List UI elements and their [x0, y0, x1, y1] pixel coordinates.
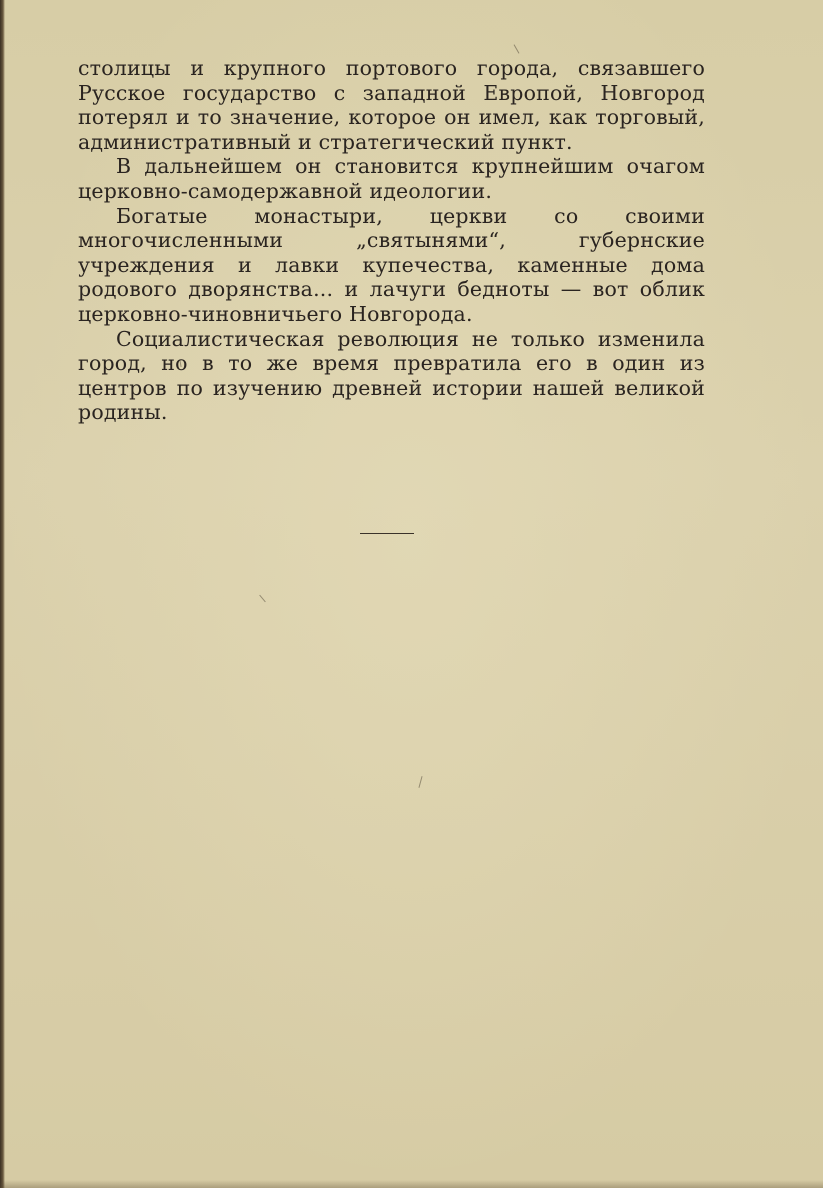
paragraph-continuation: столицы и крупного портового города, связавшего Русское государство с западной Европой, Новгород потерял и то значение, которое он имел, как торговый, административный и стратегический пункт. — [78, 56, 705, 154]
section-end-rule — [360, 533, 414, 534]
paper-mark — [259, 595, 266, 603]
body-text — [78, 56, 705, 425]
paragraph: В дальнейшем он становится крупнейшим очагом церковно-самодержавной идеологии. — [78, 154, 705, 203]
paper-mark — [418, 776, 422, 788]
paragraph: Социалистическая революция не только изменила город, но в то же время превратила его в один из центров по изучению древней истории нашей великой родины. — [78, 326, 705, 425]
paragraph: Богатые монастыри, церкви со своими многочисленными „святынями“, губернские учреждения и лавки купечества, каменные дома родового дворянства... и лачуги бедноты — вот облик церковно-чиновничьего Новгорода. — [78, 203, 705, 326]
paper-mark — [514, 44, 520, 53]
page-binding-edge — [0, 0, 5, 1188]
page-bottom-shadow — [0, 1180, 823, 1188]
